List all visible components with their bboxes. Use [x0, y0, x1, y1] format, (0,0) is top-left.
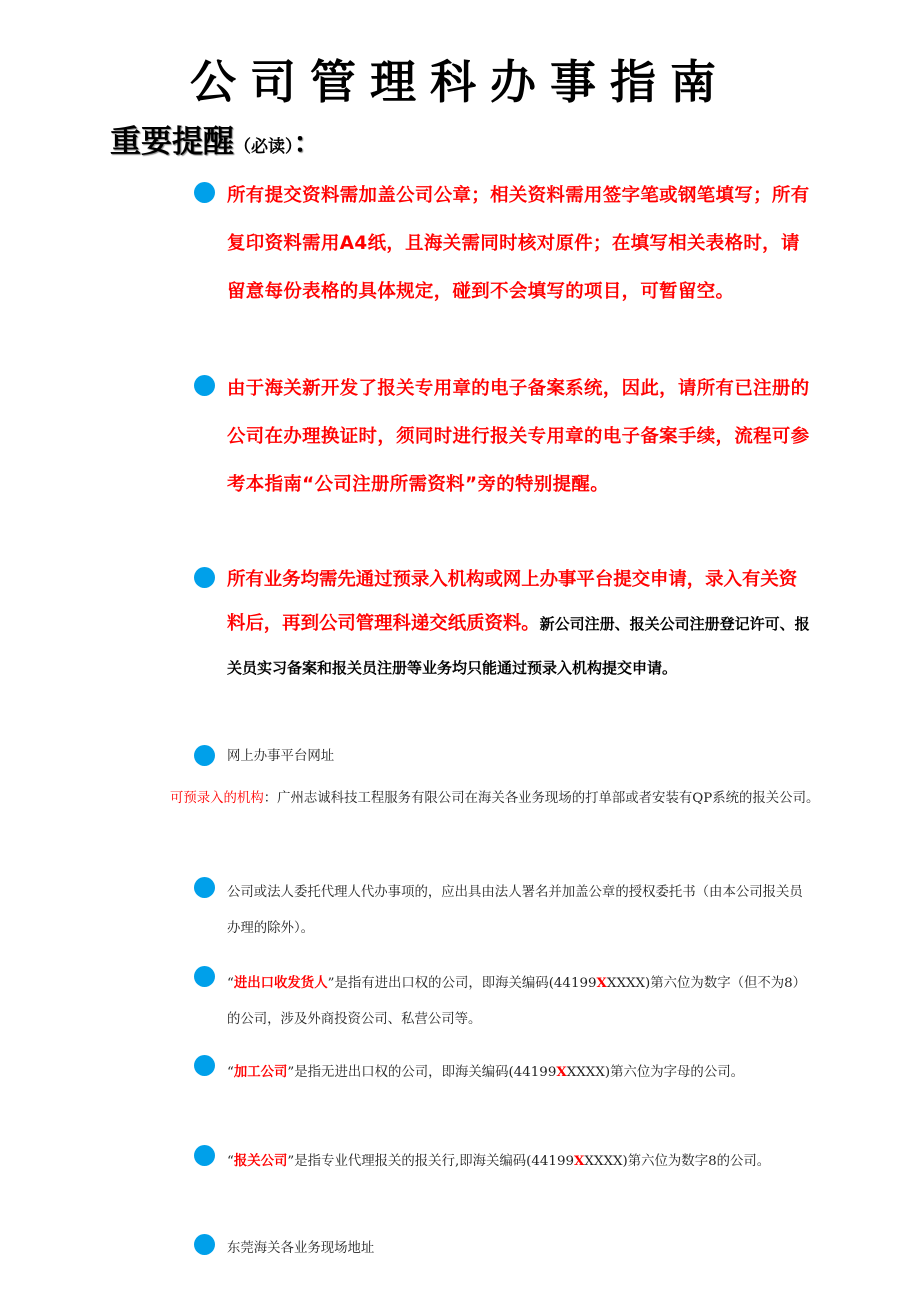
notice-colon: ： [293, 126, 322, 159]
bullet-dot-icon [194, 375, 215, 396]
definition-text [227, 1143, 813, 1180]
term-processing-company: 加工公司 [233, 1065, 288, 1080]
bullet-dot-icon [194, 1055, 215, 1076]
must-read-note: （必读） [234, 137, 294, 157]
bullet-dot-icon [194, 567, 215, 588]
definition-mid: ”是指专业代理报关的报关行,即海关编码(44199 [287, 1154, 574, 1169]
bullet-dot-icon [194, 1145, 215, 1166]
quote-open: “ [227, 1154, 234, 1169]
notice-text: 所有提交资料需加盖公司公章；相关资料需用签字笔或钢笔填写；所有复印资料需用A4纸，且海关需同时核对原件；在填写相关表格时，请留意每份表格的具体规定，碰到不会填写的项目，可暂留空。 [227, 185, 810, 302]
pre-entry-text: ：广州志诚科技工程服务有限公司在海关各业务现场的打单部或者安装有QP系统的报关公司。 [263, 791, 820, 806]
page-title: 公司管理科办事指南 [190, 55, 730, 109]
online-platform-label[interactable]: 网上办事平台网址 [227, 749, 335, 764]
bullet-dot-icon [194, 966, 215, 987]
quote-open: “ [227, 976, 234, 991]
definition-tail: XXXX)第六位为数字8的公司。 [584, 1154, 771, 1169]
code-highlight-x: X [596, 975, 607, 991]
term-customs-broker: 报关公司 [233, 1154, 288, 1169]
notice-text [227, 558, 813, 690]
bullet-dot-icon [194, 877, 215, 898]
definition-text [227, 1054, 813, 1091]
notice-heading-text: 重要提醒 [110, 124, 234, 160]
term-consignee: 进出口收发货人 [233, 976, 328, 991]
definition-tail: XXXX)第六位为数字（但不为8）的公司，涉及外商投资公司、私营公司等。 [227, 976, 807, 1027]
bullet-dot-icon [194, 745, 215, 766]
notice-text-red: 所有业务均需先通过预录入机构或网上办事平台提交申请，录入有关资料后，再到公司管理科递交纸质资料。 [227, 569, 798, 634]
code-highlight-x: X [574, 1153, 585, 1169]
definition-mid: ”是指无进出口权的公司，即海关编码(44199 [287, 1065, 557, 1080]
notice-text-black: 新公司注册、报关公司注册登记许可、报关员实习备案和报关员注册等业务均只能通过预录入机构提交申请。 [227, 615, 810, 677]
quote-open: “ [227, 1065, 234, 1080]
authorization-text: 公司或法人委托代理人代办事项的，应出具由法人署名并加盖公章的授权委托书（由本公司报关员办理的除外）。 [227, 885, 803, 936]
pre-entry-label: 可预录入的机构 [170, 791, 264, 806]
pre-entry-institutions [170, 780, 820, 818]
site-address-label[interactable]: 东莞海关各业务现场地址 [227, 1241, 375, 1256]
definition-tail: XXXX)第六位为字母的公司。 [566, 1065, 744, 1080]
notice-text: 由于海关新开发了报关专用章的电子备案系统，因此，请所有已注册的公司在办理换证时，须同时进行报关专用章的电子备案手续，流程可参考本指南“公司注册所需资料”旁的特别提醒。 [227, 378, 810, 495]
definition-text [227, 965, 813, 1038]
code-highlight-x: X [556, 1064, 567, 1080]
definition-mid: ”是指有进出口权的公司，即海关编码(44199 [327, 976, 597, 991]
notice-heading [110, 120, 322, 169]
bullet-dot-icon [194, 182, 215, 203]
bullet-dot-icon [194, 1234, 215, 1255]
